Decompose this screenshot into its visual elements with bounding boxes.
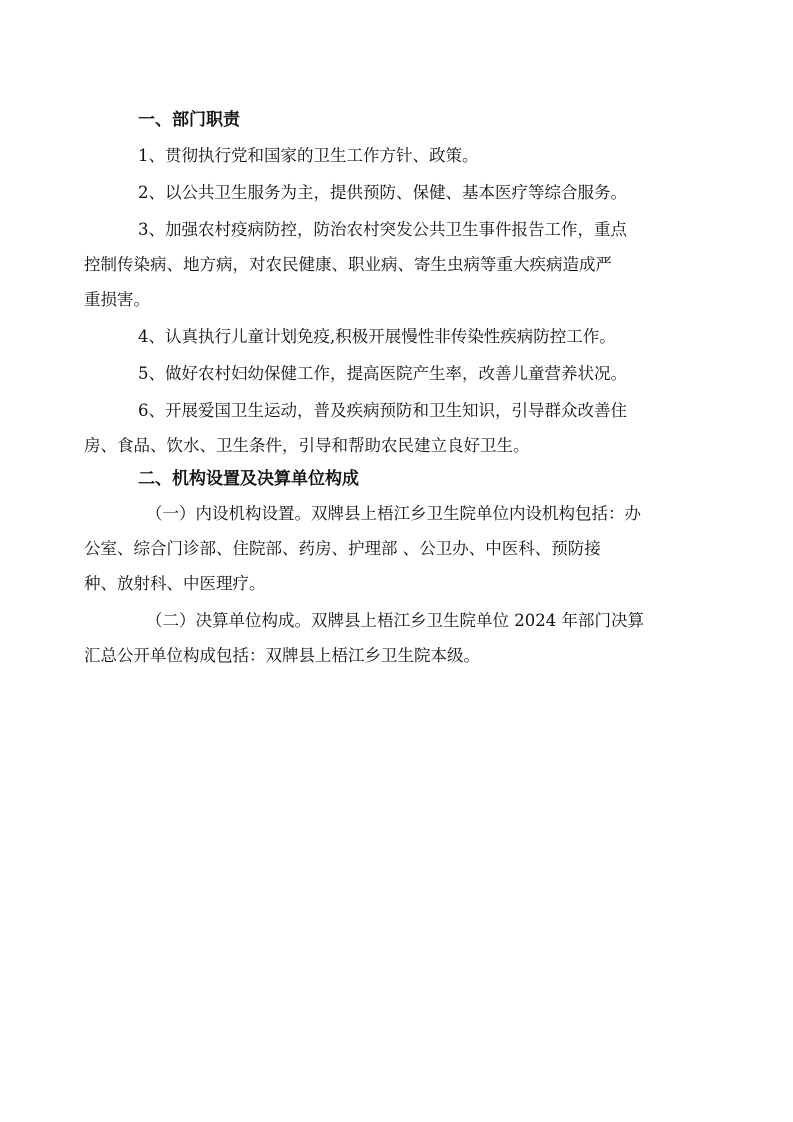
- paragraph-line: 1、贯彻执行党和国家的卫生工作方针、政策。: [138, 146, 479, 165]
- duty-item-1: [138, 138, 676, 173]
- paragraph-line: 公室、综合门诊部、住院部、药房、护理部 、公卫办、中医科、预防接: [84, 539, 601, 558]
- duty-item-4: [138, 319, 676, 354]
- paragraph-line: 种、放射科、中医理疗。: [84, 574, 266, 593]
- org-item-1: [84, 496, 676, 601]
- section-heading-organization: 二、机构设置及决算单位构成: [138, 469, 359, 489]
- org-item-2: [84, 603, 676, 673]
- paragraph-line: 5、做好农村妇幼保健工作，提高医院产生率，改善儿童营养状况。: [138, 364, 627, 383]
- paragraph-line: 房、食品、饮水、卫生条件，引导和帮助农民建立良好卫生。: [84, 436, 530, 455]
- section-heading-department-duties: 一、部门职责: [138, 110, 240, 130]
- duty-item-2: [138, 175, 676, 210]
- duty-item-5: [138, 356, 676, 391]
- paragraph-line: （二）决算单位构成。双牌县上梧江乡卫生院单位 2024 年部门决算: [146, 611, 644, 630]
- paragraph-line: （一）内设机构设置。双牌县上梧江乡卫生院单位内设机构包括：办: [146, 504, 641, 523]
- paragraph-line: 重损害。: [84, 290, 150, 309]
- paragraph-line: 6、开展爱国卫生运动，普及疾病预防和卫生知识，引导群众改善住: [138, 401, 627, 420]
- document-body: [84, 106, 676, 673]
- paragraph-line: 汇总公开单位构成包括：双牌县上梧江乡卫生院本级。: [84, 646, 480, 665]
- paragraph-line: 4、认真执行儿童计划免疫,积极开展慢性非传染性疾病防控工作。: [138, 327, 616, 346]
- duty-item-3: [84, 212, 676, 317]
- paragraph-line: 3、加强农村疫病防控，防治农村突发公共卫生事件报告工作，重点: [138, 220, 627, 239]
- paragraph-line: 控制传染病、地方病，对农民健康、职业病、寄生虫病等重大疾病造成严: [84, 255, 612, 274]
- paragraph-line: 2、以公共卫生服务为主，提供预防、保健、基本医疗等综合服务。: [138, 183, 627, 202]
- duty-item-6: [84, 393, 676, 463]
